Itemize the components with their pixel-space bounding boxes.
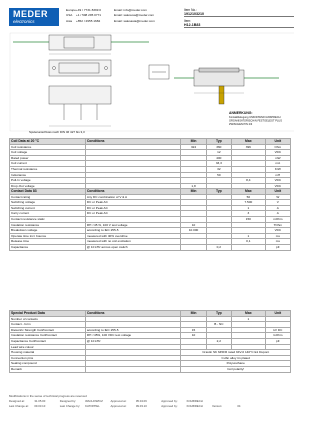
technical-drawing bbox=[9, 30, 294, 134]
table-cell: Coil polarity! bbox=[181, 366, 291, 372]
table-cell: according to IEC 255-5 bbox=[85, 327, 181, 333]
table-cell: Switching current bbox=[10, 205, 86, 211]
footer bbox=[9, 394, 291, 408]
table-cell: Contact resistance static bbox=[10, 216, 86, 222]
modification-note: Modifications in the sense of technical progress are reserved bbox=[9, 394, 87, 398]
column-header: Unit bbox=[265, 189, 290, 195]
table-cell: @ 10 kHz across open switch bbox=[85, 244, 181, 250]
table-cell: 324 bbox=[181, 144, 206, 150]
relay-top-view bbox=[13, 35, 149, 54]
table-cell: Pull-In voltage bbox=[10, 178, 86, 184]
table-cell: 33,3 bbox=[206, 161, 231, 167]
table-cell: Breakdown voltage bbox=[10, 228, 86, 234]
table-cell: 10 bbox=[181, 222, 206, 228]
table-cell: A bbox=[265, 205, 290, 211]
table-cell: Insulation resistance bbox=[10, 222, 86, 228]
table-cell: 50 bbox=[206, 172, 231, 178]
table-cell: GOhm bbox=[265, 333, 290, 339]
note-line: Kontaktbelegung UNKNOWN/N ANSPRECH bbox=[229, 116, 281, 119]
table-cell: mH bbox=[265, 172, 290, 178]
table-cell: 32 bbox=[206, 166, 231, 172]
table-cell: VDC bbox=[265, 150, 290, 156]
column-header: Typ bbox=[206, 311, 231, 317]
table-cell: 1,8 bbox=[181, 183, 206, 189]
note-title: ANMERKUNG: bbox=[229, 111, 253, 115]
table-cell: 1 bbox=[231, 233, 265, 239]
table-cell: Number of contacts bbox=[10, 316, 86, 322]
email-link[interactable]: Email: info@meder.com bbox=[114, 8, 147, 12]
table-cell bbox=[181, 244, 206, 250]
footer-cell: KOLBIRECH bbox=[186, 403, 203, 408]
table-cell: Polyurethane bbox=[181, 361, 291, 367]
table-cell: Release time bbox=[10, 239, 86, 245]
table-cell: K/W bbox=[265, 166, 290, 172]
table-cell: A bbox=[265, 211, 290, 217]
table-cell: RH <45 %, 100 V test voltage bbox=[85, 222, 181, 228]
table-cell: 10 bbox=[181, 333, 206, 339]
table-cell: Any DC combination of V & A bbox=[85, 194, 181, 200]
table-row bbox=[10, 244, 291, 250]
column-header: Max bbox=[231, 139, 265, 145]
table-cell: 0,2 bbox=[206, 244, 231, 250]
note-line: ZWISCHEN PIN 2/3 bbox=[229, 123, 253, 126]
table-cell: mW bbox=[265, 155, 290, 161]
table-cell: Contact rating bbox=[10, 194, 86, 200]
table-cell: mA bbox=[265, 161, 290, 167]
table-cell: 12 bbox=[206, 150, 231, 156]
table-cell bbox=[231, 244, 265, 250]
footer-cell: Designed by: bbox=[59, 399, 77, 403]
table-cell: V bbox=[265, 200, 290, 206]
footer-cell: 04 bbox=[237, 403, 241, 408]
drawing-caption: Spulenanschluss nach DIN 46 427 bis 3,3 bbox=[29, 130, 85, 134]
table-cell: Operate time incl. bounce bbox=[10, 233, 86, 239]
footer-cell: Designed at: bbox=[9, 399, 25, 403]
table-cell: 2,2 bbox=[206, 338, 231, 344]
table-cell: mOhm bbox=[265, 216, 290, 222]
contact-block bbox=[66, 8, 156, 24]
table-row bbox=[10, 366, 291, 372]
table-cell: DC or Peak AC bbox=[85, 211, 181, 217]
footer-cell: KATOPPEL bbox=[85, 403, 100, 408]
table-cell: Sealing compound bbox=[10, 361, 86, 367]
table-cell: Rated power bbox=[10, 155, 86, 161]
table-cell: Crastin SK 645FR rated 94V-0 140°C E1 Dupont bbox=[181, 350, 291, 356]
table-cell: Drop-Out voltage bbox=[10, 183, 86, 189]
table-cell: 1 bbox=[231, 205, 265, 211]
column-header: Max bbox=[231, 311, 265, 317]
item-info: Item No.: 1912103210 Item: H12-1B83 bbox=[184, 8, 294, 29]
table-cell: Connection pins bbox=[10, 355, 86, 361]
column-header: Unit bbox=[265, 311, 290, 317]
table-cell: measured with no coil excitation bbox=[85, 239, 181, 245]
contact-data-table bbox=[9, 188, 291, 251]
footer-cell: Last Change at: bbox=[9, 403, 29, 408]
table-cell: DC or Peak AC bbox=[85, 205, 181, 211]
table-cell: Coil resistance bbox=[10, 144, 86, 150]
table-cell: Dielectric Strength Coil/Contact bbox=[10, 327, 86, 333]
table-cell: 7.500 bbox=[231, 200, 265, 206]
table-cell: kV DC bbox=[265, 327, 290, 333]
table-cell: CuSn alloy tin plated bbox=[181, 355, 291, 361]
note-line: ORGANISATORISCH/N FESTGELEGT PLUS bbox=[229, 119, 283, 123]
column-header: Conditions bbox=[85, 189, 181, 195]
relay-front-view bbox=[49, 60, 111, 76]
footer-cell: Approved at: bbox=[110, 403, 127, 408]
column-header: Typ bbox=[206, 139, 231, 145]
column-header: Conditions bbox=[85, 311, 181, 317]
table-cell: Capacitance bbox=[10, 244, 86, 250]
column-header: Min bbox=[181, 189, 206, 195]
column-header: Min bbox=[181, 139, 206, 145]
table-cell: measured with 40% overdrive bbox=[85, 233, 181, 239]
column-header: Min bbox=[181, 311, 206, 317]
table-cell: Coil current bbox=[10, 161, 86, 167]
table-cell: Inductance bbox=[10, 172, 86, 178]
table-cell: 396 bbox=[231, 144, 265, 150]
table-cell: 0,1 bbox=[231, 239, 265, 245]
item-number: 1912103210 bbox=[184, 12, 294, 17]
table-cell: Thermal resistance bbox=[10, 166, 86, 172]
table-cell: Switching voltage bbox=[10, 200, 86, 206]
table-cell: Remark bbox=[10, 366, 86, 372]
contact-usa: USA +1 / 508 295 0771 Email: salesusa@meder.com bbox=[66, 13, 155, 18]
company-logo: MEDER electronics bbox=[9, 8, 59, 26]
coil-data-table bbox=[9, 138, 291, 189]
table-cell bbox=[85, 366, 181, 372]
footer-cell: 31.05.00 bbox=[34, 399, 46, 403]
pin-diagram bbox=[149, 65, 169, 79]
table-cell: ms bbox=[265, 233, 290, 239]
footer-cell: 05.04.06 bbox=[135, 399, 147, 403]
table-cell: pF bbox=[265, 338, 290, 344]
table-cell: 8,4 bbox=[231, 178, 265, 184]
item-name: H12-1B83 bbox=[184, 23, 294, 28]
table-cell: Coil voltage bbox=[10, 150, 86, 156]
relay-side-view bbox=[49, 86, 111, 126]
table-cell: Housing material bbox=[10, 350, 86, 356]
table-cell: Ohm bbox=[265, 144, 290, 150]
table-cell: @ 10 kHz bbox=[85, 338, 181, 344]
table-cell: Insulation resistance Coil/Contact bbox=[10, 333, 86, 339]
footer-cell: 09.03.10 bbox=[135, 403, 147, 408]
table-cell: 150 bbox=[231, 216, 265, 222]
column-header: Unit bbox=[265, 139, 290, 145]
column-header: Conditions bbox=[85, 139, 181, 145]
table-cell: ms bbox=[265, 239, 290, 245]
column-header: Max bbox=[231, 189, 265, 195]
table-cell: Carry current bbox=[10, 211, 86, 217]
table-cell: 360 bbox=[206, 144, 231, 150]
table-cell: VDC bbox=[265, 228, 290, 234]
footer-cell: KOLBIRECH bbox=[186, 399, 203, 403]
table-cell: DC or Peak AC bbox=[85, 200, 181, 206]
table-cell: W bbox=[265, 194, 290, 200]
table-cell: 3 bbox=[231, 211, 265, 217]
table-cell: 10.000 bbox=[181, 228, 206, 234]
table-cell: pF bbox=[265, 244, 290, 250]
table-cell: according to IEC 255-5 bbox=[85, 228, 181, 234]
special-product-table bbox=[9, 310, 291, 373]
footer-cell: Last Change by: bbox=[59, 403, 81, 408]
relay-3d-view bbox=[174, 68, 279, 104]
footer-cell: Approved by: bbox=[161, 403, 178, 408]
table-cell: TOhm bbox=[265, 222, 290, 228]
column-header: Special Product Data bbox=[10, 311, 86, 317]
email-link[interactable]: Email: salesasia@meder.com bbox=[114, 18, 155, 23]
table-cell: VDC bbox=[265, 178, 290, 184]
contact-asia: Asia +852 / 2955 1682 Email: salesasia@meder.com bbox=[66, 18, 155, 23]
footer-row bbox=[9, 404, 291, 409]
footer-cell: Version: bbox=[212, 403, 223, 408]
table-cell: 1 bbox=[231, 316, 265, 322]
table-cell: 15 bbox=[181, 327, 206, 333]
table-cell: Contact - form bbox=[10, 322, 86, 328]
footer-cell: Approved by: bbox=[161, 399, 178, 403]
column-header: Contact Data 83 bbox=[10, 189, 86, 195]
column-header: Coil Data at 20 °C bbox=[10, 139, 86, 145]
table-cell: VDC bbox=[265, 183, 290, 189]
table-cell: B - NC bbox=[206, 322, 231, 328]
footer-cell: WACHOWICZ bbox=[85, 399, 103, 403]
footer-cell: Approved at: bbox=[110, 399, 127, 403]
footer-cell: 09.03.10 bbox=[34, 403, 46, 408]
email-link[interactable]: Email: salesusa@meder.com bbox=[114, 13, 155, 18]
table-cell: 400 bbox=[206, 155, 231, 161]
table-cell: RH <45%, 100 VDC test voltage bbox=[85, 333, 181, 339]
table-cell: 50 bbox=[231, 194, 265, 200]
contact-europe: Europe +49 / 7731 8399 0 Email: info@meder.com bbox=[66, 8, 147, 12]
column-header: Typ bbox=[206, 189, 231, 195]
table-cell: Capacitance Coil/Contact bbox=[10, 338, 86, 344]
table-cell: Lead wire colour bbox=[10, 344, 86, 350]
